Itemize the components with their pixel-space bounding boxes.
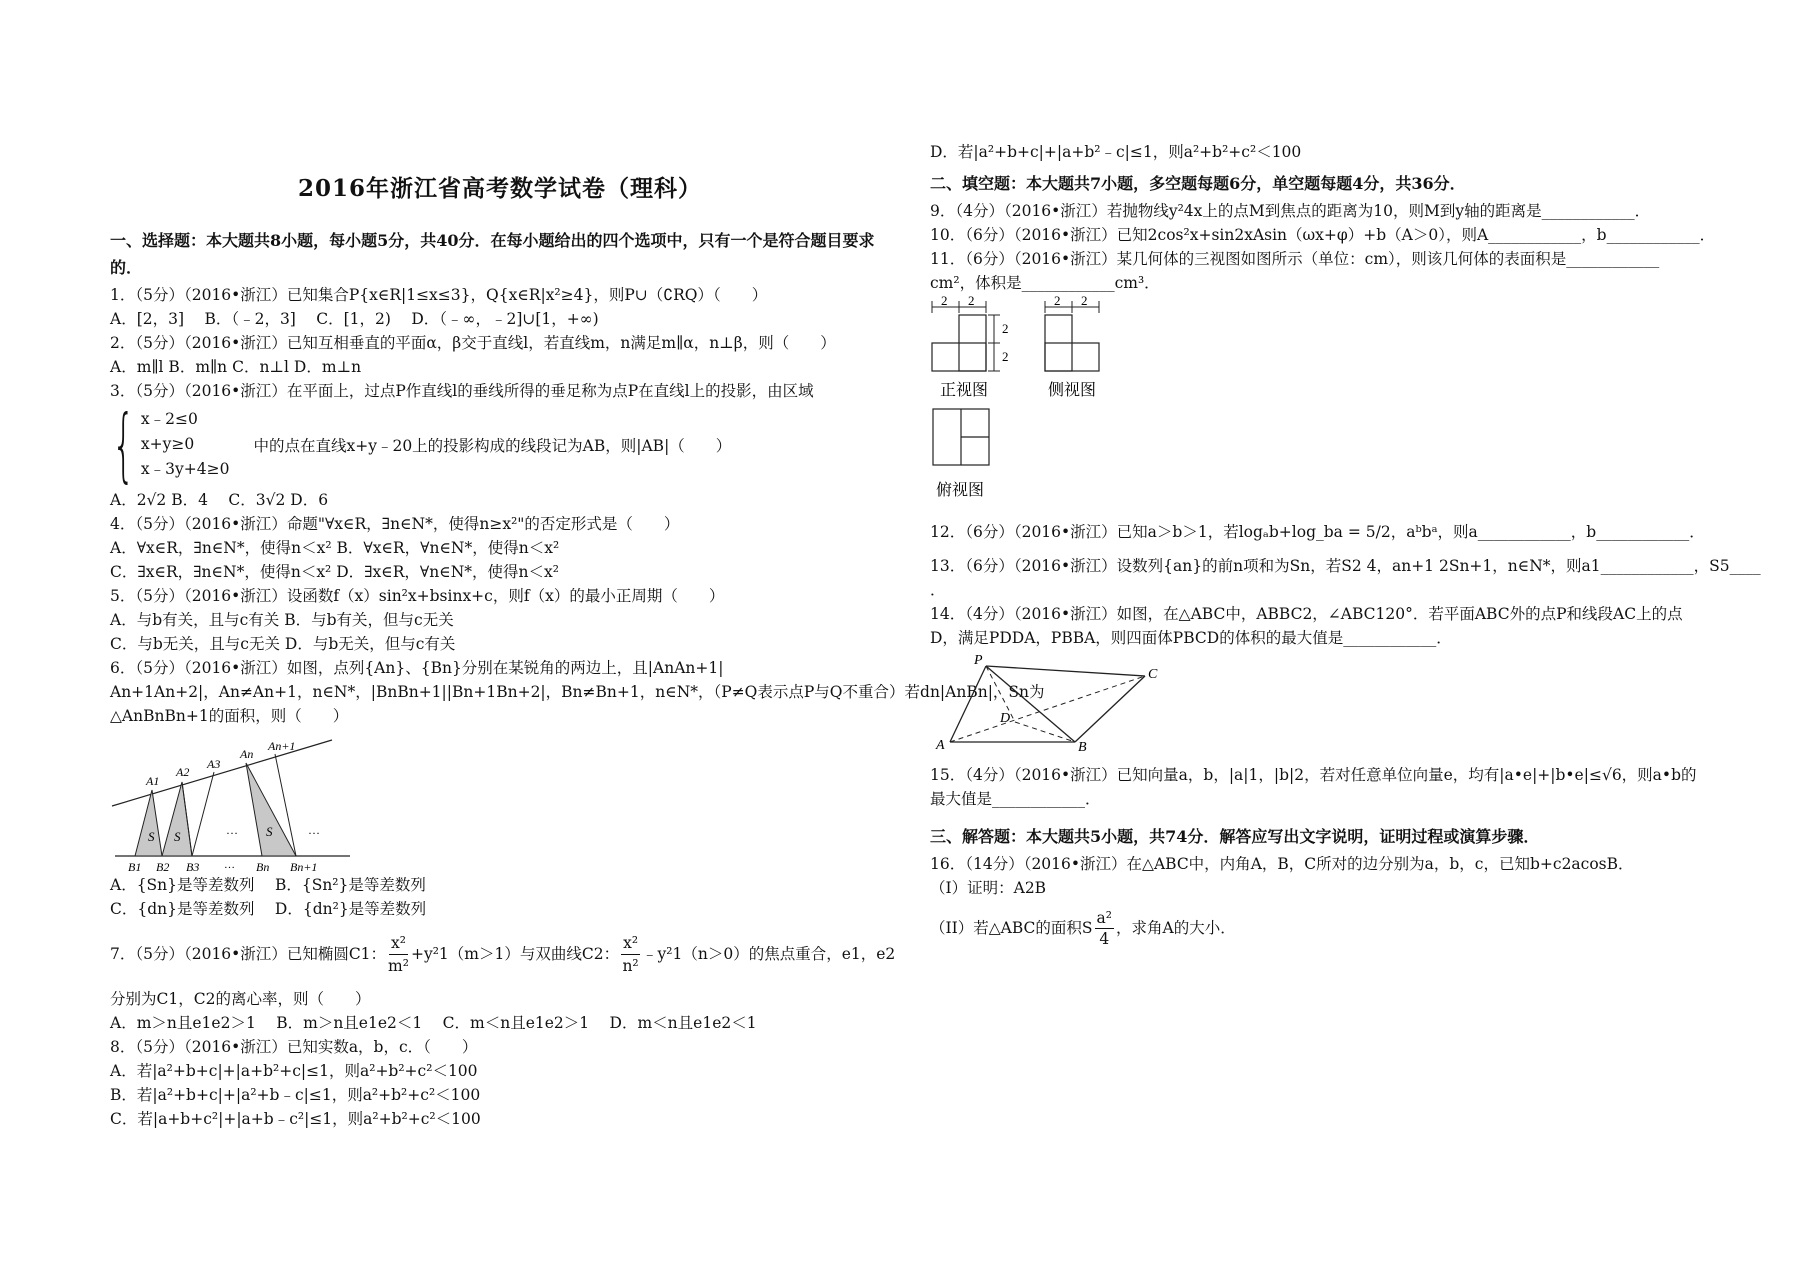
q16-fraction	[1095, 908, 1114, 949]
q13-stem: 13．（6分）（2016•浙江）设数列{an}的前n项和为Sn，若S2 4，an+1 2Sn+1，n∈N*，则a1____________，S5____	[930, 557, 1761, 575]
q6-stem-2: An+1An+2|，An≠An+1，n∈N*，|BnBn+1||Bn+1Bn+2|，Bn≠Bn+1，n∈N*，（P≠Q表示点P与Q不重合）若dn|AnBn|，Sn为	[110, 683, 1045, 701]
q7-frac1-den: m²	[388, 956, 409, 975]
edge-pc	[986, 666, 1145, 676]
q7-frac2-den: n²	[622, 956, 639, 975]
q3-options: A．2√2 B．4 C．3√2 D．6	[110, 491, 329, 509]
q7-stem-c: ﹣y²1（n＞0）的焦点重合，e1，e2	[642, 945, 896, 963]
front-view-label: 正视图	[940, 380, 989, 399]
edge-pa	[950, 666, 986, 742]
q6-sequence-figure	[110, 728, 360, 873]
section1-header-cont: 的．	[110, 258, 143, 277]
q2-stem: 2．（5分）（2016•浙江）已知互相垂直的平面α，β交于直线l，若直线m，n满足m∥α，n⊥β，则（ ）	[110, 334, 836, 352]
triangle-n	[246, 763, 296, 856]
top-view-label: 俯视图	[936, 480, 985, 499]
q14-stem-1: 14．（4分）（2016•浙江）如图，在△ABC中，ABBC2，∠ABC120°．若平面ABC外的点P和线段AC上的点	[930, 605, 1683, 623]
label-a2: A2	[176, 765, 190, 779]
q10: 10．（6分）（2016•浙江）已知2cos²x+sin2xAsin（ωx+φ）+b（A＞0），则A____________，b____________．	[930, 226, 1716, 244]
right-column	[930, 140, 1761, 956]
q7-fraction-1	[388, 932, 409, 977]
q11-three-views-figure	[930, 295, 1130, 510]
page-title: 2016年浙江省高考数学试卷（理科）	[297, 175, 702, 202]
q3-inequalities	[141, 407, 230, 482]
q3-constraint-system	[110, 397, 890, 491]
q16-part2-a: （II）若△ABC的面积S	[930, 919, 1093, 937]
dim-front-4: 2	[1002, 349, 1009, 364]
q16-stem: 16．（14分）（2016•浙江）在△ABC中，内角A，B，C所对的边分别为a，b，c，已知b+c2acosB．	[930, 855, 1634, 873]
q11-stem-2: cm²，体积是____________cm³．	[930, 274, 1160, 292]
q16-frac-den: 4	[1099, 929, 1110, 948]
edge-bc	[1075, 676, 1145, 742]
q15-stem-1: 15．（4分）（2016•浙江）已知向量a，b，|a|1，|b|2，若对任意单位向量e，均有|a•e|+|b•e|≤√6，则a•b的	[930, 766, 1697, 784]
q3-tail: 中的点在直线x+y﹣20上的投影构成的线段记为AB，则|AB|（ ）	[253, 436, 732, 455]
label-bn1: Bn+1	[290, 860, 318, 873]
q12: 12．（6分）（2016•浙江）已知a＞b＞1，若logₐb+log_ba = 5/2，aᵇbᵃ，则a____________，b____________．	[930, 523, 1705, 541]
segment-a3b3	[192, 772, 214, 856]
q4-options-cd: C．∃x∈R，∃n∈N*，使得n＜x² D．∃x∈R，∀n∈N*，使得n＜x²	[110, 563, 559, 581]
triangle-1	[135, 790, 162, 856]
q8-stem: 8．（5分）（2016•浙江）已知实数a，b，c．（ ）	[110, 1038, 478, 1056]
dots-right: …	[308, 823, 320, 837]
q7-stem-2: 分别为C1，C2的离心率，则（ ）	[110, 990, 371, 1008]
q11-stem-1: 11．（6分）（2016•浙江）某几何体的三视图如图所示（单位：cm），则该几何体的表面积是____________	[930, 250, 1660, 268]
label-an: An	[240, 747, 254, 761]
edge-db-dashed	[1015, 722, 1075, 742]
q13-stem-2: ．	[930, 581, 946, 599]
q6-stem-1: 6．（5分）（2016•浙江）如图，点列{An}、{Bn}分别在某锐角的两边上，且|AnAn+1|	[110, 659, 724, 677]
q5-stem: 5．（5分）（2016•浙江）设函数f（x）sin²x+bsinx+c，则f（x）的最小正周期（ ）	[110, 587, 725, 605]
s-label-1: S	[148, 829, 155, 844]
dim-front-1: 2	[941, 295, 948, 308]
q8-option-c: C．若|a+b+c²|+|a+b﹣c²|≤1，则a²+b²+c²＜100	[110, 1110, 481, 1128]
label-a1: A1	[146, 774, 160, 788]
label-a3: A3	[207, 757, 221, 771]
label-p: P	[974, 653, 983, 668]
q7-stem-row	[110, 921, 896, 987]
upper-ray	[112, 740, 332, 806]
q3-inequality-3: x﹣3y+4≥0	[140, 460, 230, 478]
label-an1: An+1	[268, 739, 296, 753]
label-b1: B1	[128, 860, 142, 873]
q7-frac2-num: x²	[621, 932, 640, 955]
q8-option-d: D．若|a²+b+c|+|a+b²﹣c|≤1，则a²+b²+c²＜100	[930, 143, 1302, 161]
q7-options: A．m＞n且e1e2＞1 B．m＞n且e1e2＜1 C．m＜n且e1e2＞1 D．m＜n且e1e2＜1	[110, 1014, 757, 1032]
dim-front-3: 2	[1002, 321, 1009, 336]
q8-option-a: A．若|a²+b+c|+|a+b²+c|≤1，则a²+b²+c²＜100	[110, 1062, 478, 1080]
q16-frac-num: a²	[1096, 908, 1112, 927]
q16-part1: （I）证明：A2B	[930, 879, 1047, 897]
q14-stem-2: D，满足PDDA，PBBA，则四面体PBCD的体积的最大值是____________．	[930, 629, 1452, 647]
dim-front-2: 2	[968, 295, 975, 308]
s-label-2: S	[174, 829, 181, 844]
q7-stem-a: 7．（5分）（2016•浙江）已知椭圆C1：	[110, 945, 387, 963]
q6-options-ab: A．{Sn}是等差数列 B．{Sn²}是等差数列	[110, 876, 426, 894]
q2-options: A．m∥l B．m∥n C．n⊥l D．m⊥n	[110, 358, 362, 376]
label-b3: B3	[186, 860, 200, 873]
brace-icon: {	[111, 397, 135, 491]
q6-options-cd: C．{dn}是等差数列 D．{dn²}是等差数列	[110, 900, 427, 918]
label-b2: B2	[156, 860, 170, 873]
q4-options-ab: A．∀x∈R，∃n∈N*，使得n＜x² B．∀x∈R，∀n∈N*，使得n＜x²	[110, 539, 560, 557]
edge-ac-dashed	[950, 676, 1145, 742]
section2-header: 二、填空题：本大题共7小题，多空题每题6分，单空题每题4分，共36分．	[930, 174, 1466, 193]
q1-options: A．[2，3] B．（﹣2，3] C．[1，2) D．（﹣∞，﹣2]∪[1，+∞)	[110, 310, 599, 328]
q3-inequality-1: x﹣2≤0	[140, 410, 198, 428]
label-bn: Bn	[256, 860, 270, 873]
q14-tetrahedron-figure	[930, 650, 1170, 755]
q4-stem: 4．（5分）（2016•浙江）命题"∀x∈R，∃n∈N*，使得n≥x²"的否定形式是（ ）	[110, 515, 680, 533]
q7-stem-b: +y²1（m＞1）与双曲线C2：	[410, 945, 620, 963]
dots-mid: …	[226, 823, 238, 837]
q1-stem: 1．（5分）（2016•浙江）已知集合P{x∈R|1≤x≤3}，Q{x∈R|x²≥4}，则P∪（∁RQ）（ ）	[110, 286, 768, 304]
q8-option-b: B．若|a²+b+c|+|a²+b﹣c|≤1，则a²+b²+c²＜100	[110, 1086, 481, 1104]
q15-stem-2: 最大值是____________．	[930, 790, 1101, 808]
label-a: A	[936, 738, 945, 753]
dim-side-1: 2	[1054, 295, 1061, 308]
q5-options-cd: C．与b无关，且与c无关 D．与b无关，但与c有关	[110, 635, 456, 653]
q3-stem: 3．（5分）（2016•浙江）在平面上，过点P作直线l的垂线所得的垂足称为点P在直线l上的投影，由区域	[110, 382, 814, 400]
label-b: B	[1078, 740, 1087, 755]
q9: 9．（4分）（2016•浙江）若抛物线y²4x上的点M到焦点的距离为10，则M到y轴的距离是____________．	[930, 202, 1651, 220]
s-label-n: S	[266, 824, 273, 839]
section1-header: 一、选择题：本大题共8小题，每小题5分，共40分．在每小题给出的四个选项中，只有一个是符合题目要求	[110, 231, 875, 250]
section3-header: 三、解答题：本大题共5小题，共74分．解答应写出文字说明，证明过程或演算步骤．	[930, 827, 1540, 846]
q6-stem-3: △AnBnBn+1的面积，则（ ）	[110, 707, 349, 725]
label-d: D	[1000, 711, 1011, 726]
side-view-label: 侧视图	[1048, 380, 1097, 399]
q7-fraction-2	[621, 932, 640, 977]
q3-inequality-2: x+y≥0	[140, 435, 195, 453]
dots-bottom: …	[224, 859, 235, 871]
q5-options-ab: A．与b有关，且与c有关 B．与b有关，但与c无关	[110, 611, 454, 629]
q7-frac1-num: x²	[389, 932, 408, 955]
label-c: C	[1148, 667, 1158, 682]
dim-side-2: 2	[1081, 295, 1088, 308]
q16-part2-b: ，求角A的大小．	[1116, 919, 1236, 937]
q16-part2	[930, 900, 1720, 956]
